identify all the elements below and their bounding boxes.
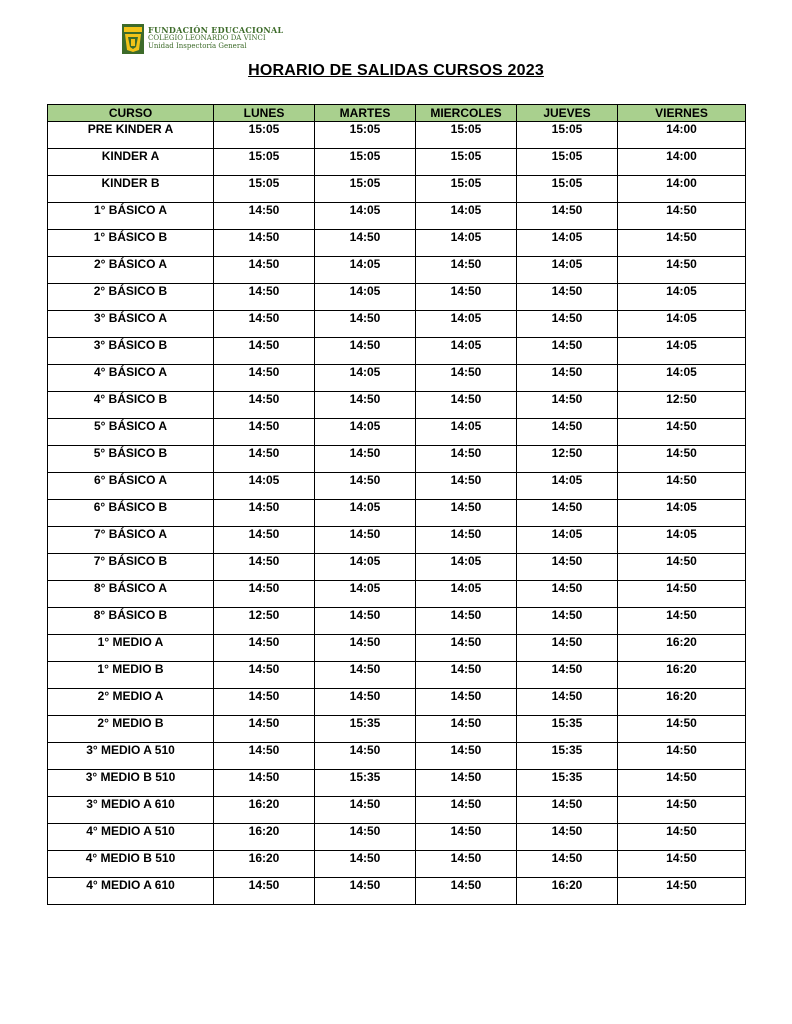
course-cell: 2° BÁSICO A	[48, 257, 214, 284]
time-cell: 14:50	[315, 824, 416, 851]
table-row	[48, 851, 746, 878]
time-cell: 15:05	[416, 149, 517, 176]
time-cell: 14:05	[618, 365, 746, 392]
time-cell: 14:50	[517, 554, 618, 581]
time-cell: 14:50	[618, 554, 746, 581]
time-cell: 14:50	[618, 797, 746, 824]
time-cell: 14:05	[416, 419, 517, 446]
time-cell: 14:50	[618, 851, 746, 878]
org-name: FUNDACIÓN EDUCACIONAL	[148, 25, 284, 35]
table-row	[48, 176, 746, 203]
time-cell: 14:50	[618, 419, 746, 446]
time-cell: 14:50	[315, 608, 416, 635]
time-cell: 14:50	[315, 743, 416, 770]
time-cell: 14:50	[214, 770, 315, 797]
time-cell: 14:50	[618, 446, 746, 473]
table-body	[48, 122, 746, 905]
time-cell: 14:05	[517, 473, 618, 500]
time-cell: 14:05	[517, 527, 618, 554]
time-cell: 14:50	[618, 716, 746, 743]
course-cell: 3° BÁSICO A	[48, 311, 214, 338]
time-cell: 14:50	[416, 743, 517, 770]
time-cell: 14:05	[214, 473, 315, 500]
course-cell: 3° MEDIO B 510	[48, 770, 214, 797]
time-cell: 14:05	[315, 365, 416, 392]
table-row	[48, 122, 746, 149]
time-cell: 14:05	[315, 419, 416, 446]
time-cell: 16:20	[618, 689, 746, 716]
time-cell: 14:05	[416, 311, 517, 338]
time-cell: 14:50	[517, 662, 618, 689]
column-header-curso: CURSO	[48, 105, 214, 122]
time-cell: 14:50	[416, 635, 517, 662]
course-cell: 7° BÁSICO B	[48, 554, 214, 581]
time-cell: 14:50	[618, 203, 746, 230]
org-text	[148, 26, 283, 50]
table-header-row	[48, 105, 746, 122]
letterhead	[122, 24, 283, 56]
time-cell: 14:50	[618, 581, 746, 608]
table-row	[48, 581, 746, 608]
time-cell: 14:50	[315, 662, 416, 689]
time-cell: 14:05	[517, 257, 618, 284]
table-row	[48, 419, 746, 446]
course-cell: 1° MEDIO A	[48, 635, 214, 662]
time-cell: 14:50	[517, 392, 618, 419]
school-name: COLEGIO LEONARDO DA VINCI	[148, 34, 266, 42]
time-cell: 14:50	[315, 446, 416, 473]
table-row	[48, 770, 746, 797]
time-cell: 14:50	[416, 392, 517, 419]
table-row	[48, 527, 746, 554]
time-cell: 14:50	[517, 635, 618, 662]
column-header-jueves: JUEVES	[517, 105, 618, 122]
time-cell: 14:05	[416, 203, 517, 230]
table-row	[48, 500, 746, 527]
time-cell: 15:35	[517, 743, 618, 770]
course-cell: KINDER A	[48, 149, 214, 176]
course-cell: 5° BÁSICO B	[48, 446, 214, 473]
time-cell: 14:00	[618, 149, 746, 176]
time-cell: 14:50	[416, 608, 517, 635]
time-cell: 16:20	[214, 824, 315, 851]
time-cell: 16:20	[618, 662, 746, 689]
table-row	[48, 635, 746, 662]
time-cell: 14:50	[517, 419, 618, 446]
unit-name: Unidad Inspectoría General	[148, 42, 247, 50]
time-cell: 14:50	[517, 365, 618, 392]
course-cell: 4° BÁSICO A	[48, 365, 214, 392]
table-row	[48, 797, 746, 824]
time-cell: 14:50	[214, 554, 315, 581]
table-row	[48, 689, 746, 716]
course-cell: 3° BÁSICO B	[48, 338, 214, 365]
table-row	[48, 554, 746, 581]
time-cell: 14:50	[416, 797, 517, 824]
course-cell: 2° MEDIO B	[48, 716, 214, 743]
time-cell: 14:50	[618, 878, 746, 905]
time-cell: 16:20	[214, 797, 315, 824]
course-cell: 1° BÁSICO B	[48, 230, 214, 257]
time-cell: 15:05	[416, 176, 517, 203]
time-cell: 15:05	[315, 122, 416, 149]
time-cell: 14:50	[618, 770, 746, 797]
time-cell: 14:50	[315, 689, 416, 716]
time-cell: 14:00	[618, 176, 746, 203]
time-cell: 14:05	[618, 284, 746, 311]
time-cell: 14:50	[315, 311, 416, 338]
course-cell: 4° MEDIO B 510	[48, 851, 214, 878]
table-row	[48, 662, 746, 689]
time-cell: 15:05	[214, 122, 315, 149]
time-cell: 15:05	[416, 122, 517, 149]
time-cell: 15:35	[315, 770, 416, 797]
time-cell: 14:50	[416, 851, 517, 878]
time-cell: 14:50	[517, 797, 618, 824]
time-cell: 15:05	[315, 149, 416, 176]
time-cell: 14:50	[315, 878, 416, 905]
time-cell: 14:05	[618, 338, 746, 365]
time-cell: 14:05	[618, 500, 746, 527]
time-cell: 14:50	[315, 473, 416, 500]
time-cell: 14:50	[315, 851, 416, 878]
time-cell: 15:35	[517, 770, 618, 797]
time-cell: 14:50	[315, 635, 416, 662]
course-cell: 3° MEDIO A 610	[48, 797, 214, 824]
time-cell: 14:50	[416, 689, 517, 716]
time-cell: 14:50	[618, 230, 746, 257]
column-header-miercoles: MIERCOLES	[416, 105, 517, 122]
time-cell: 14:50	[214, 689, 315, 716]
time-cell: 14:50	[214, 203, 315, 230]
time-cell: 16:20	[214, 851, 315, 878]
time-cell: 14:00	[618, 122, 746, 149]
time-cell: 14:50	[214, 419, 315, 446]
time-cell: 14:50	[416, 878, 517, 905]
time-cell: 12:50	[517, 446, 618, 473]
page-title: HORARIO DE SALIDAS CURSOS 2023	[248, 62, 544, 79]
course-cell: 1° BÁSICO A	[48, 203, 214, 230]
time-cell: 14:50	[214, 635, 315, 662]
time-cell: 14:50	[214, 878, 315, 905]
school-logo-icon	[122, 24, 144, 54]
time-cell: 14:50	[517, 608, 618, 635]
column-header-martes: MARTES	[315, 105, 416, 122]
course-cell: 1° MEDIO B	[48, 662, 214, 689]
time-cell: 16:20	[517, 878, 618, 905]
time-cell: 15:35	[517, 716, 618, 743]
column-header-lunes: LUNES	[214, 105, 315, 122]
time-cell: 15:05	[214, 149, 315, 176]
time-cell: 14:05	[315, 257, 416, 284]
time-cell: 15:05	[517, 176, 618, 203]
table-row	[48, 203, 746, 230]
time-cell: 14:50	[315, 338, 416, 365]
course-cell: 4° BÁSICO B	[48, 392, 214, 419]
course-cell: KINDER B	[48, 176, 214, 203]
time-cell: 14:50	[315, 230, 416, 257]
course-cell: 8° BÁSICO A	[48, 581, 214, 608]
time-cell: 14:05	[416, 230, 517, 257]
table-row	[48, 716, 746, 743]
time-cell: 14:50	[214, 284, 315, 311]
table-row	[48, 743, 746, 770]
time-cell: 14:50	[517, 311, 618, 338]
time-cell: 14:50	[517, 284, 618, 311]
time-cell: 14:50	[416, 284, 517, 311]
time-cell: 14:50	[517, 500, 618, 527]
course-cell: 7° BÁSICO A	[48, 527, 214, 554]
time-cell: 14:50	[416, 716, 517, 743]
time-cell: 14:50	[416, 527, 517, 554]
time-cell: 16:20	[618, 635, 746, 662]
time-cell: 14:50	[214, 716, 315, 743]
time-cell: 15:05	[517, 149, 618, 176]
time-cell: 12:50	[618, 392, 746, 419]
time-cell: 14:50	[416, 662, 517, 689]
time-cell: 14:05	[315, 581, 416, 608]
time-cell: 14:50	[315, 392, 416, 419]
time-cell: 14:50	[517, 689, 618, 716]
time-cell: 14:50	[416, 500, 517, 527]
time-cell: 15:35	[315, 716, 416, 743]
table-row	[48, 473, 746, 500]
time-cell: 14:50	[618, 257, 746, 284]
time-cell: 14:50	[214, 311, 315, 338]
time-cell: 12:50	[214, 608, 315, 635]
table-row	[48, 338, 746, 365]
time-cell: 14:05	[517, 230, 618, 257]
time-cell: 14:05	[315, 284, 416, 311]
time-cell: 14:50	[618, 824, 746, 851]
time-cell: 15:05	[517, 122, 618, 149]
time-cell: 14:50	[416, 446, 517, 473]
table-row	[48, 392, 746, 419]
time-cell: 14:50	[416, 824, 517, 851]
table-row	[48, 365, 746, 392]
time-cell: 14:50	[214, 743, 315, 770]
time-cell: 14:50	[214, 365, 315, 392]
time-cell: 14:05	[618, 527, 746, 554]
time-cell: 14:50	[517, 851, 618, 878]
time-cell: 14:50	[416, 365, 517, 392]
time-cell: 14:05	[618, 311, 746, 338]
time-cell: 14:50	[214, 581, 315, 608]
time-cell: 14:50	[214, 500, 315, 527]
time-cell: 14:05	[315, 203, 416, 230]
time-cell: 14:50	[214, 257, 315, 284]
time-cell: 14:50	[416, 257, 517, 284]
time-cell: 14:50	[214, 230, 315, 257]
column-header-viernes: VIERNES	[618, 105, 746, 122]
table-row	[48, 608, 746, 635]
course-cell: 2° BÁSICO B	[48, 284, 214, 311]
time-cell: 14:05	[416, 581, 517, 608]
course-cell: 6° BÁSICO B	[48, 500, 214, 527]
time-cell: 14:05	[315, 500, 416, 527]
time-cell: 14:50	[214, 338, 315, 365]
course-cell: 4° MEDIO A 610	[48, 878, 214, 905]
time-cell: 14:50	[214, 446, 315, 473]
time-cell: 15:05	[214, 176, 315, 203]
time-cell: 14:50	[618, 743, 746, 770]
time-cell: 14:50	[214, 392, 315, 419]
table-row	[48, 230, 746, 257]
table-row	[48, 446, 746, 473]
table-row	[48, 284, 746, 311]
course-cell: 2° MEDIO A	[48, 689, 214, 716]
table-row	[48, 257, 746, 284]
table-row	[48, 149, 746, 176]
schedule-table	[47, 104, 746, 905]
time-cell: 14:50	[214, 527, 315, 554]
table-row	[48, 311, 746, 338]
table-row	[48, 878, 746, 905]
time-cell: 14:50	[517, 338, 618, 365]
time-cell: 14:50	[315, 797, 416, 824]
time-cell: 14:50	[517, 203, 618, 230]
time-cell: 14:50	[416, 770, 517, 797]
time-cell: 14:50	[517, 581, 618, 608]
course-cell: 5° BÁSICO A	[48, 419, 214, 446]
course-cell: 3° MEDIO A 510	[48, 743, 214, 770]
course-cell: 4° MEDIO A 510	[48, 824, 214, 851]
time-cell: 14:50	[618, 473, 746, 500]
time-cell: 14:50	[618, 608, 746, 635]
course-cell: 8° BÁSICO B	[48, 608, 214, 635]
time-cell: 14:05	[416, 338, 517, 365]
time-cell: 14:05	[315, 554, 416, 581]
time-cell: 14:50	[315, 527, 416, 554]
time-cell: 14:50	[214, 662, 315, 689]
table-row	[48, 824, 746, 851]
course-cell: PRE KINDER A	[48, 122, 214, 149]
time-cell: 14:05	[416, 554, 517, 581]
course-cell: 6° BÁSICO A	[48, 473, 214, 500]
time-cell: 15:05	[315, 176, 416, 203]
time-cell: 14:50	[517, 824, 618, 851]
time-cell: 14:50	[416, 473, 517, 500]
